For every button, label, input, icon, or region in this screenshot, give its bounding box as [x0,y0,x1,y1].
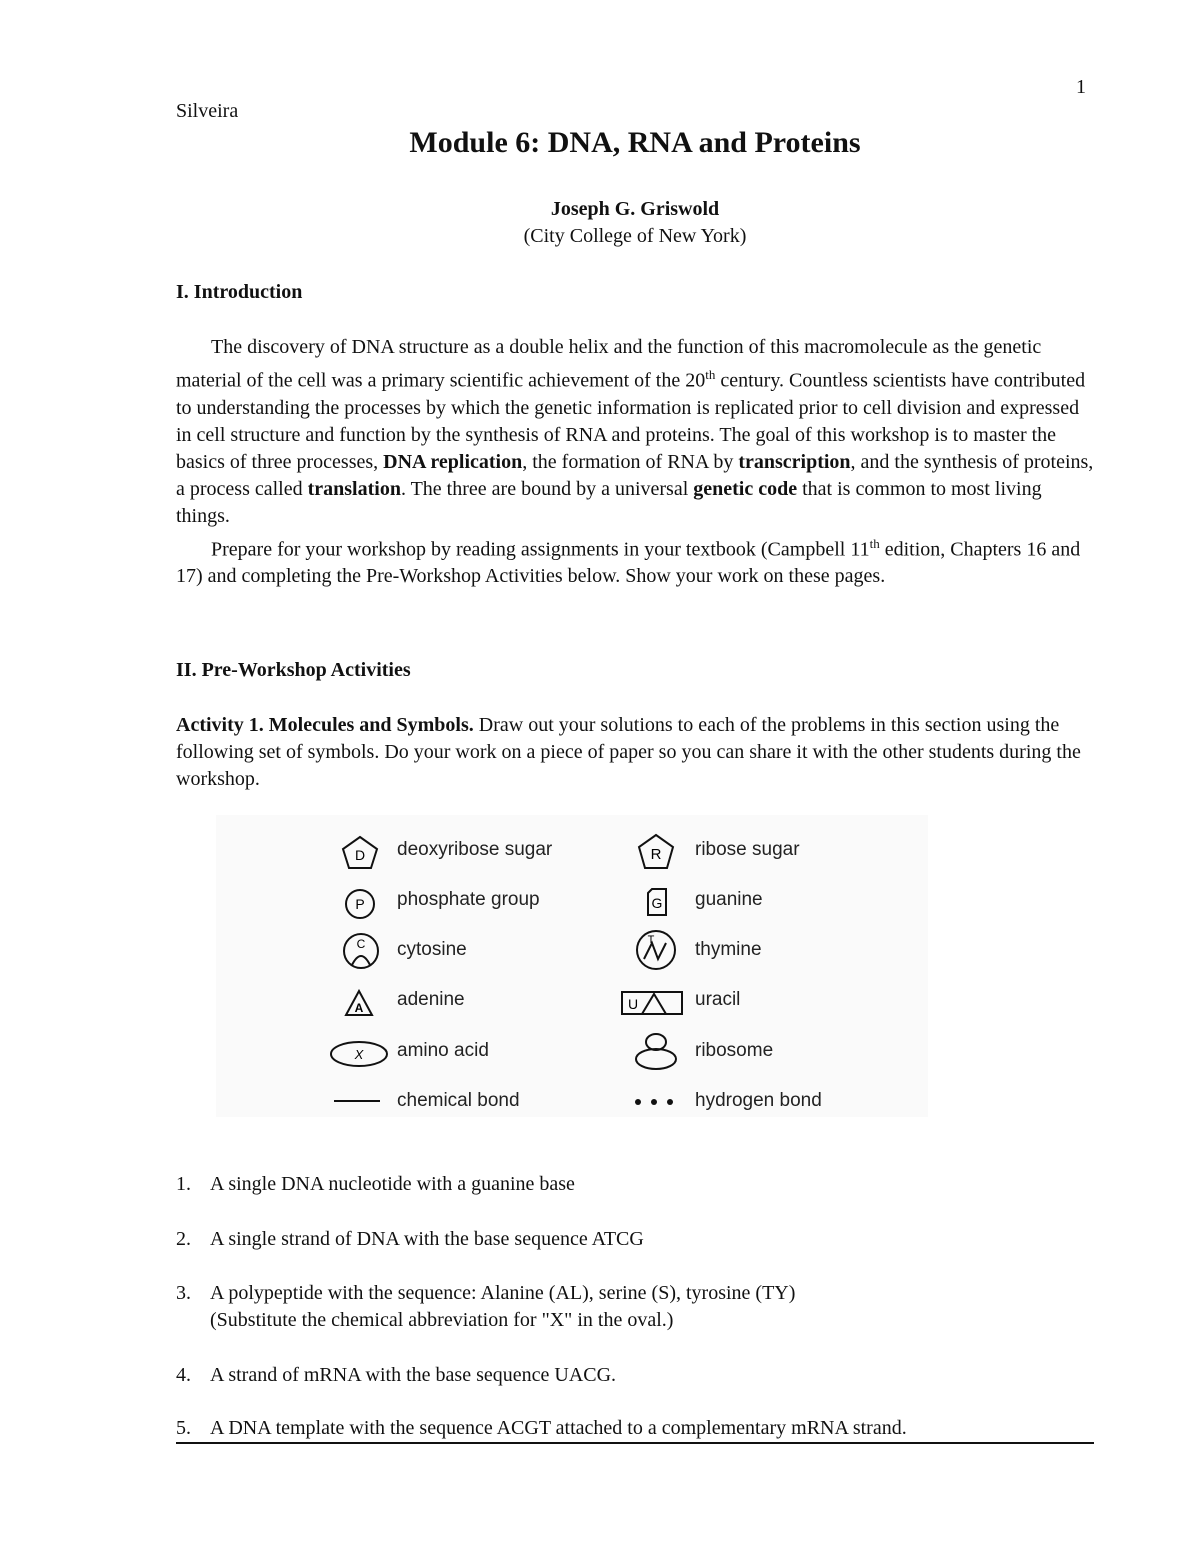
introduction-body [176,334,1096,590]
running-header-author: Silveira [176,100,239,122]
legend-label-hydrogen-bond: hydrogen bond [695,1090,822,1111]
guanine-icon [644,887,670,917]
legend-label-ribose: ribose sugar [695,839,800,860]
section-divider-line [176,1442,1094,1444]
legend-label-thymine: thymine [695,939,762,960]
chemical-bond-line-icon [332,1097,382,1105]
ribose-pentagon-icon [636,833,676,871]
symbol-legend-figure [216,815,928,1117]
svg-text:C: C [356,937,366,951]
legend-label-guanine: guanine [695,889,763,910]
term-genetic-code: genetic code [693,477,798,500]
intro-paragraph-1: The discovery of DNA structure as a double helix and the function of this macromolecule as the genetic material of the cell was a primary scientific achievement of the 20th century. Countless scientists have contributed to understanding the processes by which the genetic information is replicated prior to cell division and expressed in cell structure and function by the synthesis of RNA and proteins. The goal of this workshop is to master the basics of three processes, DNA replication, the formation of RNA by transcription, and the synthesis of proteins, a process called translation. The three are bound by a universal genetic code that is common to most living things. [176,336,1094,527]
phosphate-circle-icon [343,887,377,921]
svg-text:X: X [354,1047,364,1062]
cytosine-icon [341,931,381,971]
adenine-triangle-icon [344,989,374,1017]
legend-label-cytosine: cytosine [397,939,467,960]
section-heading-pre-workshop: II. Pre-Workshop Activities [176,659,411,681]
activity-1-description: Activity 1. Molecules and Symbols. Draw out your solutions to each of the problems in this section using the following set of symbols. Do your work on a piece of paper so you can share it with the other students during the workshop. [176,714,1081,790]
legend-label-ribosome: ribosome [695,1040,774,1061]
author-affiliation: (City College of New York) [523,225,747,247]
svg-text:U: U [627,996,639,1012]
thymine-icon [634,929,678,971]
legend-label-chemical-bond: chemical bond [397,1090,520,1111]
section-heading-introduction: I. Introduction [176,281,303,303]
question-4: 4. A strand of mRNA with the base sequence UACG. [176,1364,617,1386]
legend-label-adenine: adenine [397,989,465,1010]
svg-text:A: A [354,1001,364,1015]
deoxyribose-pentagon-icon [340,835,380,871]
question-3: 3. A polypeptide with the sequence: Alanine (AL), serine (S), tyrosine (TY) [176,1282,796,1304]
question-2: 2. A single strand of DNA with the base sequence ATCG [176,1228,644,1250]
document-title: Module 6: DNA, RNA and Proteins [409,126,861,159]
svg-text:G: G [651,895,663,911]
svg-text:R: R [650,846,662,863]
question-5: 5. A DNA template with the sequence ACGT attached to a complementary mRNA strand. [176,1417,907,1439]
legend-label-amino-acid: amino acid [397,1040,489,1061]
term-transcription: transcription [738,450,851,473]
svg-text:T: T [647,934,655,946]
intro-paragraph-2: Prepare for your workshop by reading assignments in your textbook (Campbell 11th edition, Chapters 16 and 17) and completing the Pre-Workshop Activities below. Show your work on these pages. [176,535,1081,588]
question-3-note: (Substitute the chemical abbreviation for "X" in the oval.) [210,1309,674,1331]
legend-label-phosphate: phosphate group [397,889,540,910]
page-number: 1 [1076,76,1086,98]
activity-1-title: Activity 1. Molecules and Symbols. [176,714,474,736]
uracil-icon [620,989,684,1017]
question-1: 1. A single DNA nucleotide with a guanine base [176,1173,575,1195]
term-translation: translation [307,477,401,500]
amino-acid-oval-icon [328,1039,390,1069]
author-name: Joseph G. Griswold [550,198,720,220]
ribosome-icon [632,1031,680,1071]
svg-text:D: D [354,847,366,863]
term-dna-replication: DNA replication [383,450,523,473]
legend-label-uracil: uracil [695,989,741,1010]
hydrogen-bond-dots-icon [632,1097,676,1107]
legend-label-deoxyribose: deoxyribose sugar [397,839,553,860]
svg-text:P: P [355,896,365,912]
